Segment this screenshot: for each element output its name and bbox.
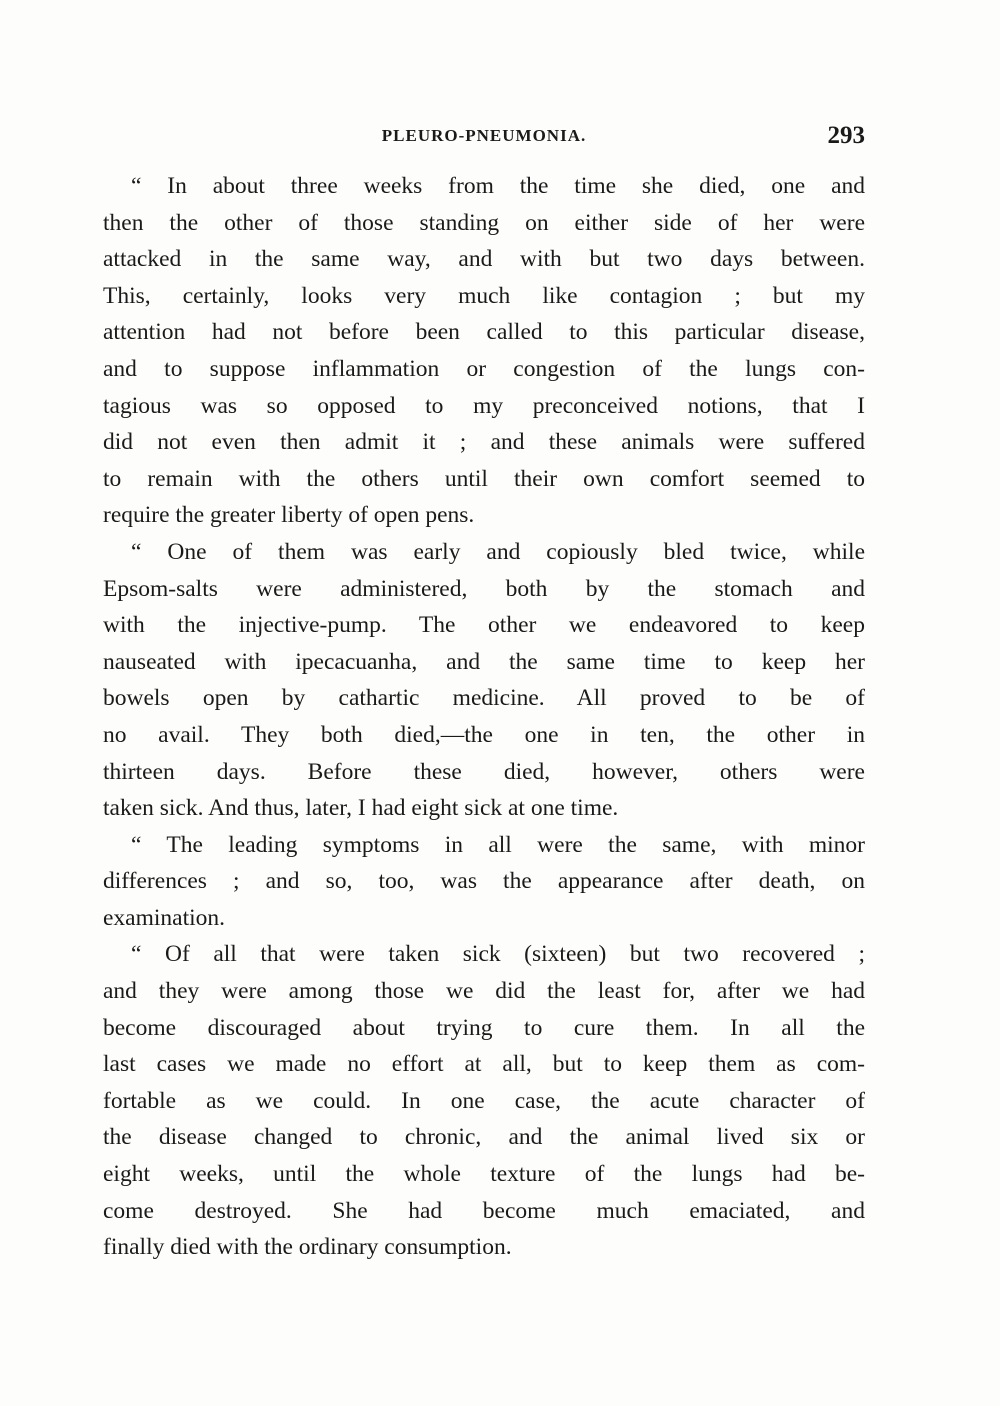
paragraph-4	[103, 936, 865, 1265]
text-line: eight weeks, until the whole texture of the lungs had be-	[103, 1161, 865, 1188]
text-line: then the other of those standing on either side of her were	[103, 209, 865, 236]
text-line: to remain with the others until their own comfort seemed to	[103, 465, 865, 492]
paragraph-2	[103, 534, 865, 827]
text-line: finally died with the ordinary consumption.	[103, 1234, 512, 1261]
text-line: require the greater liberty of open pens.	[103, 502, 475, 529]
text-line: Epsom-salts were administered, both by the stomach and	[103, 575, 865, 602]
text-line: no avail. They both died,—the one in ten, the other in	[103, 721, 865, 748]
text-line: “ The leading symptoms in all were the same, with minor	[131, 831, 865, 858]
running-title: PLEURO-PNEUMONIA.	[381, 126, 587, 145]
text-line: and they were among those we did the least for, after we had	[103, 978, 865, 1005]
text-line: the disease changed to chronic, and the animal lived six or	[103, 1124, 865, 1151]
text-line: attacked in the same way, and with but two days between.	[103, 246, 865, 273]
text-line: “ One of them was early and copiously bled twice, while	[131, 538, 865, 565]
text-line: come destroyed. She had become much emaciated, and	[103, 1197, 865, 1224]
page-number: 293	[827, 122, 865, 149]
text-line: and to suppose inflammation or congestion of the lungs con-	[103, 355, 865, 382]
text-line: tagious was so opposed to my preconceived notions, that I	[103, 392, 865, 419]
text-line: “ In about three weeks from the time she died, one and	[131, 173, 865, 199]
text-line: nauseated with ipecacuanha, and the same time to keep her	[103, 648, 865, 675]
text-line: This, certainly, looks very much like contagion ; but my	[103, 282, 865, 309]
text-line: last cases we made no effort at all, but to keep them as com-	[103, 1051, 865, 1078]
text-line: did not even then admit it ; and these animals were suffered	[103, 429, 865, 456]
text-line: become discouraged about trying to cure them. In all the	[103, 1014, 865, 1041]
running-head	[103, 122, 865, 152]
text-line: fortable as we could. In one case, the acute character of	[103, 1087, 865, 1114]
text-line: “ Of all that were taken sick (sixteen) but two recovered ;	[131, 941, 865, 968]
paragraph-1	[103, 168, 865, 534]
text-line: thirteen days. Before these died, however, others were	[103, 758, 865, 785]
text-line: bowels open by cathartic medicine. All proved to be of	[103, 685, 865, 712]
text-line: taken sick. And thus, later, I had eight sick at one time.	[103, 795, 619, 822]
paragraph-3	[103, 827, 865, 937]
text-line: with the injective-pump. The other we endeavored to keep	[103, 612, 865, 639]
text-line: attention had not before been called to this particular disease,	[103, 319, 865, 346]
text-line: examination.	[103, 904, 226, 931]
body-text	[103, 168, 865, 1266]
text-line: differences ; and so, too, was the appearance after death, on	[103, 868, 865, 895]
